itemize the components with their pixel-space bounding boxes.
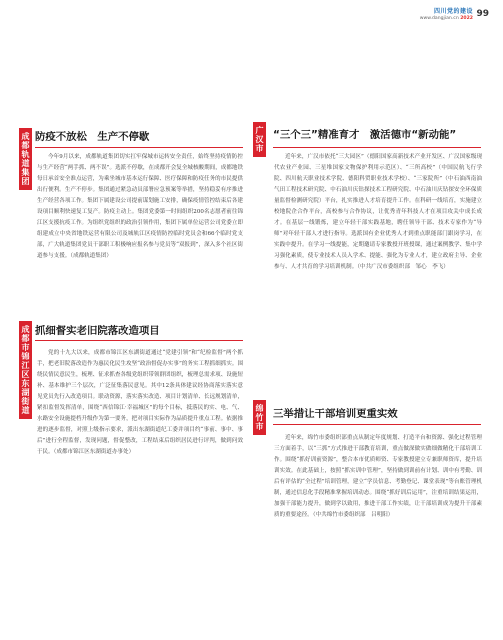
section-title-epidemic-prevention: 防疫不放松 生产不停歇 [35, 131, 150, 143]
title-divider [35, 340, 243, 341]
section-title-talent-training: “三个三”精准育才 激活德市“新动能” [273, 129, 457, 141]
section-body-old-courtyard-renovation: 党的十九大以来，成都市锦江区东湖街道通过“党建引领”和“纪检监督”两个抓手，把老旧院落改造作为惠民化民生攻坚“政治督促办实事”的务实工程抓细抓实。围绕民情民意民生，梳理、征求抓查各级党组织带领群团组织，梳理总需求项、设施短补、基本维护三个层次，广泛征集落民意见。其中12条具体建议经协商落实落实意见党员先行入改造项目。联动资源，落实落实改造、项目计划清单、长远规划清单，紧扣监督发挥清单，围绕“西信锦江·幸福城区”的每个目标，抵落民的实、电、气、水路安全设施提档升级作为第一要务，把对项目实际作为品质提升重点工程。依据推进的逐步监督，对照上级指示要求，派出东湖街道纪工委并项目约“事前、事中、事后”进行全程监督，发现问题，督促整改，工程结束后组织居民进行评判，做到问效于民。（成都市锦江区东湖街道办事处） [37, 350, 243, 455]
section-tag-chengdu-rail: 成 都 轨 道 集 团 [19, 128, 32, 190]
magazine-url: www.dangjian.cn 2022 [419, 16, 473, 21]
page-header [0, 0, 503, 30]
section-title-old-courtyard-renovation: 抓细督实老旧院落改造项目 [35, 325, 160, 337]
title-divider [273, 147, 481, 148]
section-tag-mianzhu: 绵 竹 市 [253, 400, 266, 435]
section-tag-donghu-street: 成 都 市 锦 江 区 东 湖 街 道 [19, 321, 32, 419]
page-number: 99 [476, 9, 489, 19]
title-divider [273, 424, 481, 425]
section-title-cadre-training: 三举措让干部培训更重实效 [273, 408, 398, 420]
section-body-cadre-training: 近年来，绵竹市委组织部重点从制定年度规划、打造平台和资源、强化过程管理三方面着手，以“三抓”方式推进干部教育培训，重点做深做实做细做精化干部培训工作。围绕“抓好训前资源”，整合本市优质师资、专家教授建立专兼职师资库，提升培训实效。在此基础上，按照“抓实训中管理”，坚持做到训前有计划、训中有考勤、训后有评估的“全过程”培训管理，建立“学员信息、考勤登记、课堂表现”等台账管理机制，通过信息化手段精准掌握培训动态。围绕“抓好训后运用”，注重培训结果运用，加强干部能力提升，做到学以致用，推进干部工作实绩，让干部培训成为提升干部素质的重要途径。（中共绵竹市委组织部 吕明阳） [274, 435, 482, 518]
section-tag-guanghan: 广 汉 市 [253, 122, 266, 157]
section-body-talent-training: 近年来，广汉市依托“三大园区”（德阳国家高新技术产业开发区、广汉国家级现代农业产业园、三星堆国家文物保护利用示范区）、“三所高校”（中国民航飞行学院、四川航天职业技术学院、德阳科贸职业技术学校）、“三家院所”（中石油西南油气田工程技术研究院、中石油川庆钻探技术工程研究院、中石油川庆钻探安全环保质量监督检测研究院）平台，扎实推进人才培育提升工作。在科研一线培育，实施建立校地院企合作平台，高校参与合作协议，让优秀青年科技人才在项目攻关中成长成才。在基层一线锻炼，建立年轻干部实践基地，聘任领导干部、技术专家作为“导师”对年轻干部人才进行指导。选派国有企业优秀人才到重点职能部门跟岗学习，在实践中提升。在学习一线提能，定期邀请专家教授开班授课，通过案例教学、集中学习强化素质，使专业技术人员入学术、提能、强化为专业人才，建立政府主导、企业参与、人才共育的学习培训机制。（中共广汉市委组织部 邹心 李飞） [274, 154, 482, 270]
title-divider [35, 147, 243, 148]
magazine-logo [417, 6, 473, 21]
section-body-epidemic-prevention: 今年9月以来，成都轨道集团切实扛牢保城市运转安全责任，始终坚持疫情防控与生产经营“两手抓、两不误”。选派不停歇，在成都开会复全城核酸期间，成都地铁每日承首安全准点运营，为乘坐城市基本运行保障、医疗保障和防疫任务的市民提供出行便利。生产不停步。集团通过紧急动员部署应急预案等举措，坚持稳妥有序推进生产经营各项工作。集团下属建设公司提前谋划施工安排，确保疫情管控结束后各建设项目顺利快速复工复产。防疫主动上。集团党委第一时间组织200名志愿者前往锦江区支援抗疫工作。为组织党组织的政治引领作用，集团下属单位运营公司党委立即组建成立中央省地铁运营有限公司及城轨江区疫情防控临时党员会和66个临时党支部，广大轨道集团党员干部职工积极响应报名参与党员等“双报到”，深入多个社区街道参与支援。（成都轨道集团） [37, 154, 243, 259]
magazine-name: 四川党的建设 [433, 8, 473, 15]
